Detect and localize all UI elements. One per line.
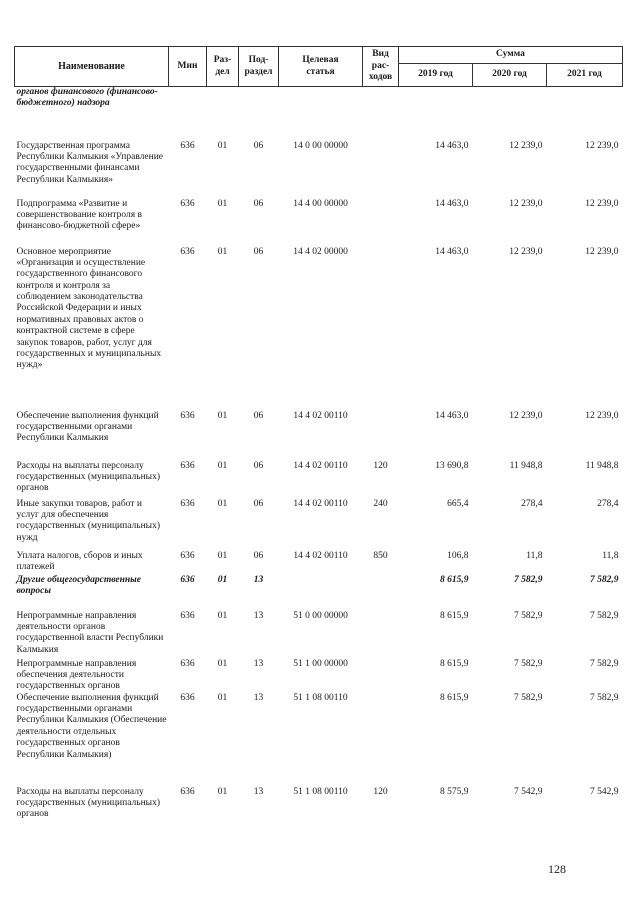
row-razdel: 01 [217, 410, 228, 421]
row-sum-2020: 7 542,9 [514, 786, 543, 797]
row-target: 51 1 00 00000 [293, 658, 348, 669]
row-vid [363, 411, 399, 461]
row-min: 636 [180, 460, 195, 471]
row-sum-2020: 12 239,0 [509, 410, 543, 421]
row-razdel: 01 [217, 246, 228, 257]
row-target: 14 4 02 00110 [293, 498, 348, 509]
row-target [279, 575, 363, 607]
table-row [15, 247, 623, 411]
row-vid: 240 [373, 498, 388, 509]
row-razdel: 01 [217, 658, 228, 669]
row-sum-2020: 12 239,0 [509, 140, 543, 151]
row-name: Расходы на выплаты персоналу государственных (муниципальных) органов [16, 786, 160, 820]
row-name: Государственная программа Республики Калмыкия «Управление государственными финансами Республики Калмыкия» [16, 140, 164, 185]
col-header-podrazdel: Под- раздел [239, 47, 279, 87]
row-min: 636 [180, 198, 195, 209]
row-podrazdel: 13 [253, 610, 264, 621]
row-name: Другие общегосударственные вопросы [16, 574, 141, 596]
row-sum-2020: 11 948,8 [509, 460, 543, 471]
row-name: Обеспечение выполнения функций государственными органами Республики Калмыкия (Обеспечение деятельности отдельных государственных органов Республики Калмыкия) [16, 692, 167, 760]
row-name: Расходы на выплаты персоналу государственных (муниципальных) органов [16, 460, 160, 494]
row-podrazdel: 13 [253, 574, 264, 585]
row-sum-2021 [547, 87, 623, 133]
row-name: Обеспечение выполнения функций государственными органами Республики Калмыкия [16, 410, 159, 444]
row-vid [363, 87, 399, 133]
row-sum-2020: 278,4 [521, 498, 543, 509]
table-row [15, 133, 623, 199]
row-sum-2021: 12 239,0 [585, 198, 619, 209]
table-row [15, 499, 623, 551]
row-name: Иные закупки товаров, работ и услуг для обеспечения государственных (муниципальных) нужд [16, 498, 160, 543]
row-min: 636 [180, 140, 195, 151]
row-sum-2021: 12 239,0 [585, 246, 619, 257]
row-vid [363, 693, 399, 777]
row-target [279, 87, 363, 133]
table-row [15, 461, 623, 499]
page-number: 128 [548, 862, 566, 876]
row-min: 636 [180, 786, 195, 797]
row-vid: 120 [373, 460, 388, 471]
row-min: 636 [180, 610, 195, 621]
row-sum-2021: 12 239,0 [585, 140, 619, 151]
row-target: 51 0 00 00000 [293, 610, 348, 621]
row-vid [363, 199, 399, 247]
col-header-sum: Сумма [399, 47, 623, 64]
row-podrazdel: 13 [253, 786, 264, 797]
row-podrazdel [239, 87, 279, 133]
row-sum-2021: 7 582,9 [590, 610, 619, 621]
col-header-vid: Вид рас- ходов [363, 47, 399, 87]
table-row [15, 551, 623, 575]
row-sum-2019: 8 575,9 [440, 786, 469, 797]
row-target: 14 4 02 00110 [293, 460, 348, 471]
col-header-name: Наименование [15, 47, 169, 87]
row-min: 636 [180, 574, 195, 585]
table-row [15, 659, 623, 693]
row-podrazdel: 13 [253, 692, 264, 703]
col-header-year-2021: 2021 год [547, 64, 623, 87]
row-sum-2021: 11,8 [602, 550, 619, 561]
row-sum-2020: 7 582,9 [514, 610, 543, 621]
row-sum-2019: 13 690,8 [435, 460, 469, 471]
row-sum-2019: 14 463,0 [435, 198, 469, 209]
row-vid: 120 [373, 786, 388, 797]
row-sum-2019: 106,8 [447, 550, 469, 561]
row-name: Непрограммные направления обеспечения деятельности государственных органов [16, 658, 137, 692]
row-sum-2020 [473, 87, 547, 133]
table-row [15, 575, 623, 607]
row-sum-2020: 11,8 [526, 550, 543, 561]
row-razdel: 01 [217, 498, 228, 509]
row-razdel: 01 [217, 574, 228, 585]
row-name: Подпрограмма «Развитие и совершенствование контроля в финансово-бюджетной сфере» [16, 198, 142, 232]
row-sum-2021: 278,4 [597, 498, 619, 509]
table-row [15, 87, 623, 133]
row-vid: 850 [373, 550, 388, 561]
row-podrazdel: 06 [253, 550, 264, 561]
row-podrazdel: 06 [253, 140, 264, 151]
row-razdel: 01 [217, 786, 228, 797]
row-name: Основное мероприятие «Организация и осуществление государственного финансового контроля и контроля за соблюдением законодательства Российской Федерации и иных нормативных правовых актов о контрактной системе в сфере закупок товаров, работ, услуг для государственных и муниципальных нужд» [16, 246, 162, 371]
col-header-min: Мин [169, 47, 207, 87]
row-razdel: 01 [217, 610, 228, 621]
table-row [15, 607, 623, 659]
row-podrazdel: 06 [253, 410, 264, 421]
row-name: Уплата налогов, сборов и иных платежей [16, 550, 143, 572]
table-body [15, 87, 623, 821]
row-podrazdel: 06 [253, 460, 264, 471]
row-vid [363, 607, 399, 659]
col-header-year-2019: 2019 год [399, 64, 473, 87]
row-target: 14 4 02 00110 [293, 550, 348, 561]
row-sum-2019: 8 615,9 [440, 658, 469, 669]
col-header-year-2020: 2020 год [473, 64, 547, 87]
row-min: 636 [180, 658, 195, 669]
row-target: 14 4 02 00110 [293, 410, 348, 421]
row-vid [363, 247, 399, 411]
row-target: 14 4 00 00000 [293, 198, 348, 209]
row-razdel: 01 [217, 198, 228, 209]
row-vid [363, 659, 399, 693]
row-target: 51 1 08 00110 [293, 786, 348, 797]
row-vid [363, 575, 399, 607]
row-min: 636 [180, 246, 195, 257]
row-sum-2020: 12 239,0 [509, 246, 543, 257]
table-row [15, 199, 623, 247]
row-min: 636 [180, 410, 195, 421]
table-row [15, 777, 623, 821]
row-min: 636 [180, 498, 195, 509]
row-sum-2019: 8 615,9 [440, 574, 469, 585]
row-min: 636 [180, 692, 195, 703]
row-vid [363, 133, 399, 199]
table-row [15, 411, 623, 461]
row-sum-2021: 7 542,9 [590, 786, 619, 797]
row-razdel: 01 [217, 692, 228, 703]
row-podrazdel: 06 [253, 198, 264, 209]
row-name: Непрограммные направления деятельности органов государственной власти Республики Калмыкия [16, 610, 164, 655]
row-sum-2019: 14 463,0 [435, 246, 469, 257]
row-target: 14 0 00 00000 [293, 140, 348, 151]
row-sum-2021: 7 582,9 [590, 574, 619, 585]
row-min: 636 [180, 550, 195, 561]
row-podrazdel: 06 [253, 498, 264, 509]
row-sum-2021: 12 239,0 [585, 410, 619, 421]
row-razdel: 01 [217, 460, 228, 471]
row-target: 51 1 08 00110 [293, 692, 348, 703]
row-min [169, 87, 207, 133]
row-sum-2020: 7 582,9 [514, 692, 543, 703]
row-razdel: 01 [217, 550, 228, 561]
row-sum-2019: 8 615,9 [440, 692, 469, 703]
col-header-razdel: Раз- дел [207, 47, 239, 87]
row-podrazdel: 13 [253, 658, 264, 669]
table-row [15, 693, 623, 777]
row-razdel: 01 [217, 140, 228, 151]
row-sum-2021: 11 948,8 [585, 460, 619, 471]
row-sum-2020: 12 239,0 [509, 198, 543, 209]
row-razdel [207, 87, 239, 133]
col-header-target: Целевая статья [279, 47, 363, 87]
row-sum-2019: 14 463,0 [435, 410, 469, 421]
row-sum-2019: 665,4 [447, 498, 469, 509]
row-sum-2020: 7 582,9 [514, 574, 543, 585]
budget-table [14, 46, 623, 821]
row-sum-2019: 8 615,9 [440, 610, 469, 621]
row-name: органов финансового (финансово-бюджетного) надзора [16, 87, 158, 109]
row-podrazdel: 06 [253, 246, 264, 257]
row-sum-2021: 7 582,9 [590, 692, 619, 703]
row-sum-2021: 7 582,9 [590, 658, 619, 669]
row-target: 14 4 02 00000 [293, 246, 348, 257]
row-sum-2019: 14 463,0 [435, 140, 469, 151]
row-sum-2019 [399, 87, 473, 133]
row-sum-2020: 7 582,9 [514, 658, 543, 669]
